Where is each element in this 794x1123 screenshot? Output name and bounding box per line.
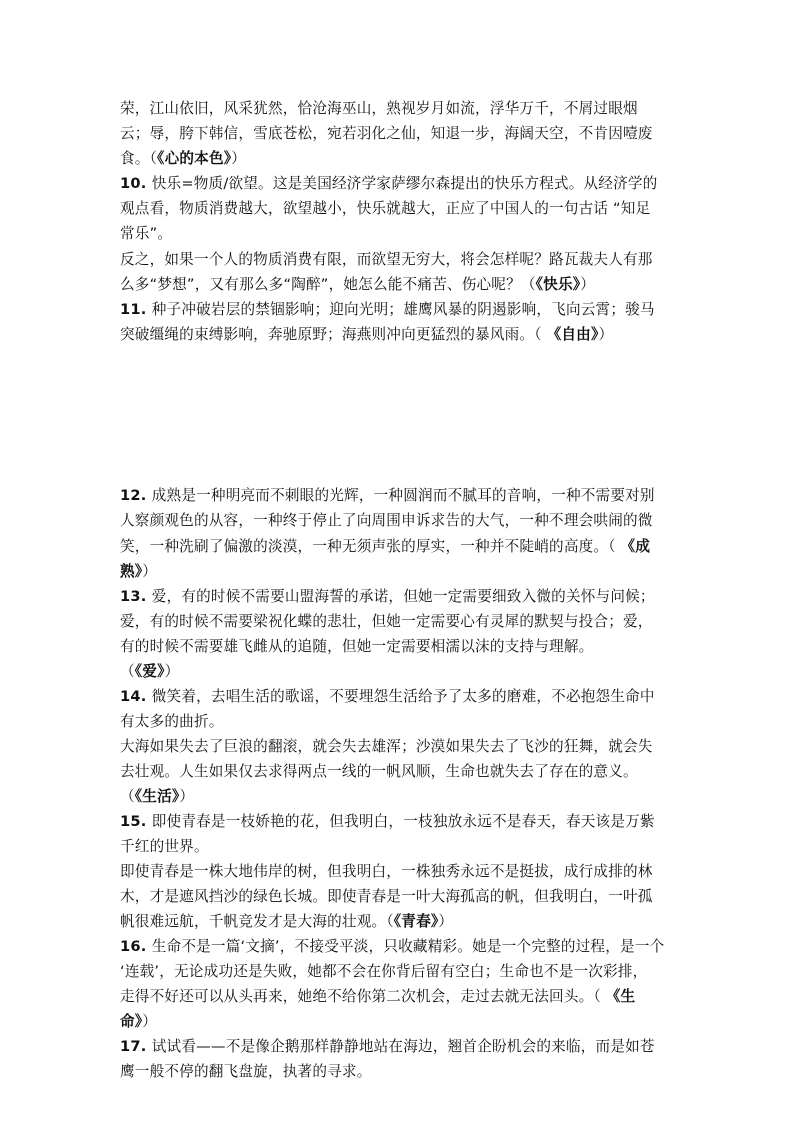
text-line — [120, 710, 224, 734]
text-line — [120, 509, 653, 533]
text-line — [120, 484, 655, 508]
text-line — [120, 172, 657, 196]
bold-text: 16. — [120, 938, 152, 955]
text-line — [120, 1035, 655, 1059]
text-span: ） — [142, 1013, 158, 1030]
text-line — [120, 610, 653, 634]
text-span: 突破缰绳的束缚影响，奔驰原野；海燕则冲向更猛烈的暴风雨。（ — [120, 326, 547, 343]
text-line — [120, 885, 653, 909]
text-span: 反之，如果一个人的物质消费有限，而欲望无穷大，将会怎样呢？路瓦裁夫人有那 — [120, 251, 653, 268]
text-span: 常乐”。 — [120, 225, 173, 242]
text-span: ‘连载’，无论成功还是失败，她都不会在你背后留有空白；生命也不是一次彩排， — [120, 963, 648, 980]
bold-text: 15. — [120, 813, 152, 830]
bold-text: 《生活》 — [134, 788, 180, 805]
bold-text: 12. — [120, 487, 152, 504]
text-line — [120, 785, 194, 809]
text-line — [120, 248, 653, 272]
bold-text: 10. — [120, 175, 152, 192]
text-line — [120, 323, 613, 347]
bold-text: 命》 — [120, 1013, 143, 1030]
text-span: 种子冲破岩层的禁锢影响；迎向光明；雄鹰风暴的阴遏影响，飞向云霄；骏马 — [151, 301, 655, 318]
text-span: ） — [179, 788, 195, 805]
bold-text: 熟》 — [120, 563, 143, 580]
text-line — [120, 560, 157, 584]
text-span: 云；辱，胯下韩信，雪底苍松，宛若羽化之仙，知退一步，海阔天空，不肯因噎废 — [120, 125, 653, 142]
text-span: ） — [231, 150, 247, 167]
text-span: ） — [438, 913, 454, 930]
text-line — [120, 960, 647, 984]
text-span: 大海如果失去了巨浪的翻滚，就会失去雄浑；沙漠如果失去了飞沙的狂舞，就会失 — [120, 738, 653, 755]
text-line — [120, 685, 655, 709]
text-span: 即使青春是一枝娇艳的花，但我明白，一枝独放永远不是春天，春天该是万紫 — [151, 813, 655, 830]
text-line — [120, 660, 179, 684]
text-line — [120, 1010, 157, 1034]
text-span: 成熟是一种明亮而不刺眼的光辉，一种圆润而不腻耳的音响，一种不需要对别 — [151, 487, 655, 504]
bold-text: 17. — [120, 1038, 152, 1055]
text-span: 荣，江山依旧，风采犹然，恰沧海巫山，熟视岁月如流，浮华万千，不屑过眼烟 — [120, 100, 638, 117]
text-span: 千红的世界。 — [120, 838, 209, 855]
text-line — [120, 835, 209, 859]
text-line — [120, 810, 655, 834]
text-span: 观点看，物质消费越大，欲望越小，快乐就越大，正应了中国人的一句古话 “知足 — [120, 200, 651, 217]
text-span: 有太多的曲折。 — [120, 713, 224, 730]
text-line — [120, 735, 653, 759]
bold-text: 《快乐》 — [535, 276, 581, 293]
text-line — [120, 222, 172, 246]
text-span: 生命不是一篇‘文摘’，不接受平淡，只收藏精彩。她是一个完整的过程，是一个 — [151, 938, 665, 955]
bold-text: 《生 — [605, 988, 636, 1005]
bold-text: 《心的本色》 — [157, 150, 232, 167]
text-line — [120, 935, 664, 959]
text-span: ） — [598, 326, 614, 343]
text-span: 笑，一种洗刷了偏激的淡漠，一种无须声张的厚实，一种并不陡峭的高度。（ — [120, 538, 621, 555]
text-span: 么多“梦想”，又有那么多“陶醉”，她怎么能不痛苦、伤心呢？（ — [120, 276, 536, 293]
text-line — [120, 197, 650, 221]
bold-text: 13. — [120, 588, 152, 605]
text-span: ） — [580, 276, 596, 293]
text-span: 走得不好还可以从头再来，她绝不给你第二次机会，走过去就无法回头。（ — [120, 988, 606, 1005]
text-span: 爱，有的时候不需要山盟海誓的承诺，但她一定需要细致入微的关怀与问候； — [151, 588, 655, 605]
text-line — [120, 635, 593, 659]
text-line — [120, 585, 655, 609]
text-span: 食。（ — [120, 150, 158, 167]
text-span: ） — [164, 663, 180, 680]
text-line — [120, 910, 453, 934]
bold-text: 《爱》 — [134, 663, 165, 680]
bold-text: 《成 — [620, 538, 651, 555]
text-span: 爱，有的时候不需要梁祝化蝶的悲壮，但她一定需要心有灵犀的默契与投合；爱， — [120, 613, 653, 630]
text-line — [120, 760, 638, 784]
text-line — [120, 860, 653, 884]
text-span: 鹰一般不停的翻飞盘旋，执著的寻求。 — [120, 1063, 372, 1080]
text-line — [120, 535, 650, 559]
text-line — [120, 985, 635, 1009]
text-span: 快乐=物质/欲望。这是美国经济学家萨缪尔森提出的快乐方程式。从经济学的 — [151, 175, 658, 192]
text-line — [120, 273, 595, 297]
text-span: 人察颜观色的从容，一种终于停止了向周围申诉求告的大气，一种不理会哄闹的微 — [120, 512, 653, 529]
text-line — [120, 147, 246, 171]
bold-text: 14. — [120, 688, 152, 705]
text-span: ） — [142, 563, 158, 580]
text-span: （ — [120, 788, 135, 805]
bold-text: 11. — [120, 301, 152, 318]
text-span: 试试看——不是像企鹅那样静静地站在海边，翘首企盼机会的来临，而是如苍 — [151, 1038, 655, 1055]
text-span: 微笑着，去唱生活的歌谣，不要埋怨生活给予了太多的磨难，不必抱怨生命中 — [151, 688, 655, 705]
bold-text: 《自由》 — [546, 326, 599, 343]
text-line — [120, 97, 638, 121]
text-span: （ — [120, 663, 135, 680]
text-line — [120, 122, 653, 146]
text-span: 即使青春是一株大地伟岸的树，但我明白，一株独秀永远不是挺拔，成行成排的林 — [120, 863, 653, 880]
bold-text: 《青春》 — [393, 913, 439, 930]
text-span: 帆很难远航，千帆竞发才是大海的壮观。（ — [120, 913, 394, 930]
text-line — [120, 1060, 372, 1084]
text-span: 去壮观。人生如果仅去求得两点一线的一帆风顺，生命也就失去了存在的意义。 — [120, 763, 638, 780]
text-span: 木，才是遮风挡沙的绿色长城。即使青春是一叶大海孤高的帆，但我明白，一叶孤 — [120, 888, 653, 905]
text-span: 有的时候不需要雄飞雌从的追随，但她一定需要相濡以沫的支持与理解。 — [120, 638, 594, 655]
text-line — [120, 298, 655, 322]
